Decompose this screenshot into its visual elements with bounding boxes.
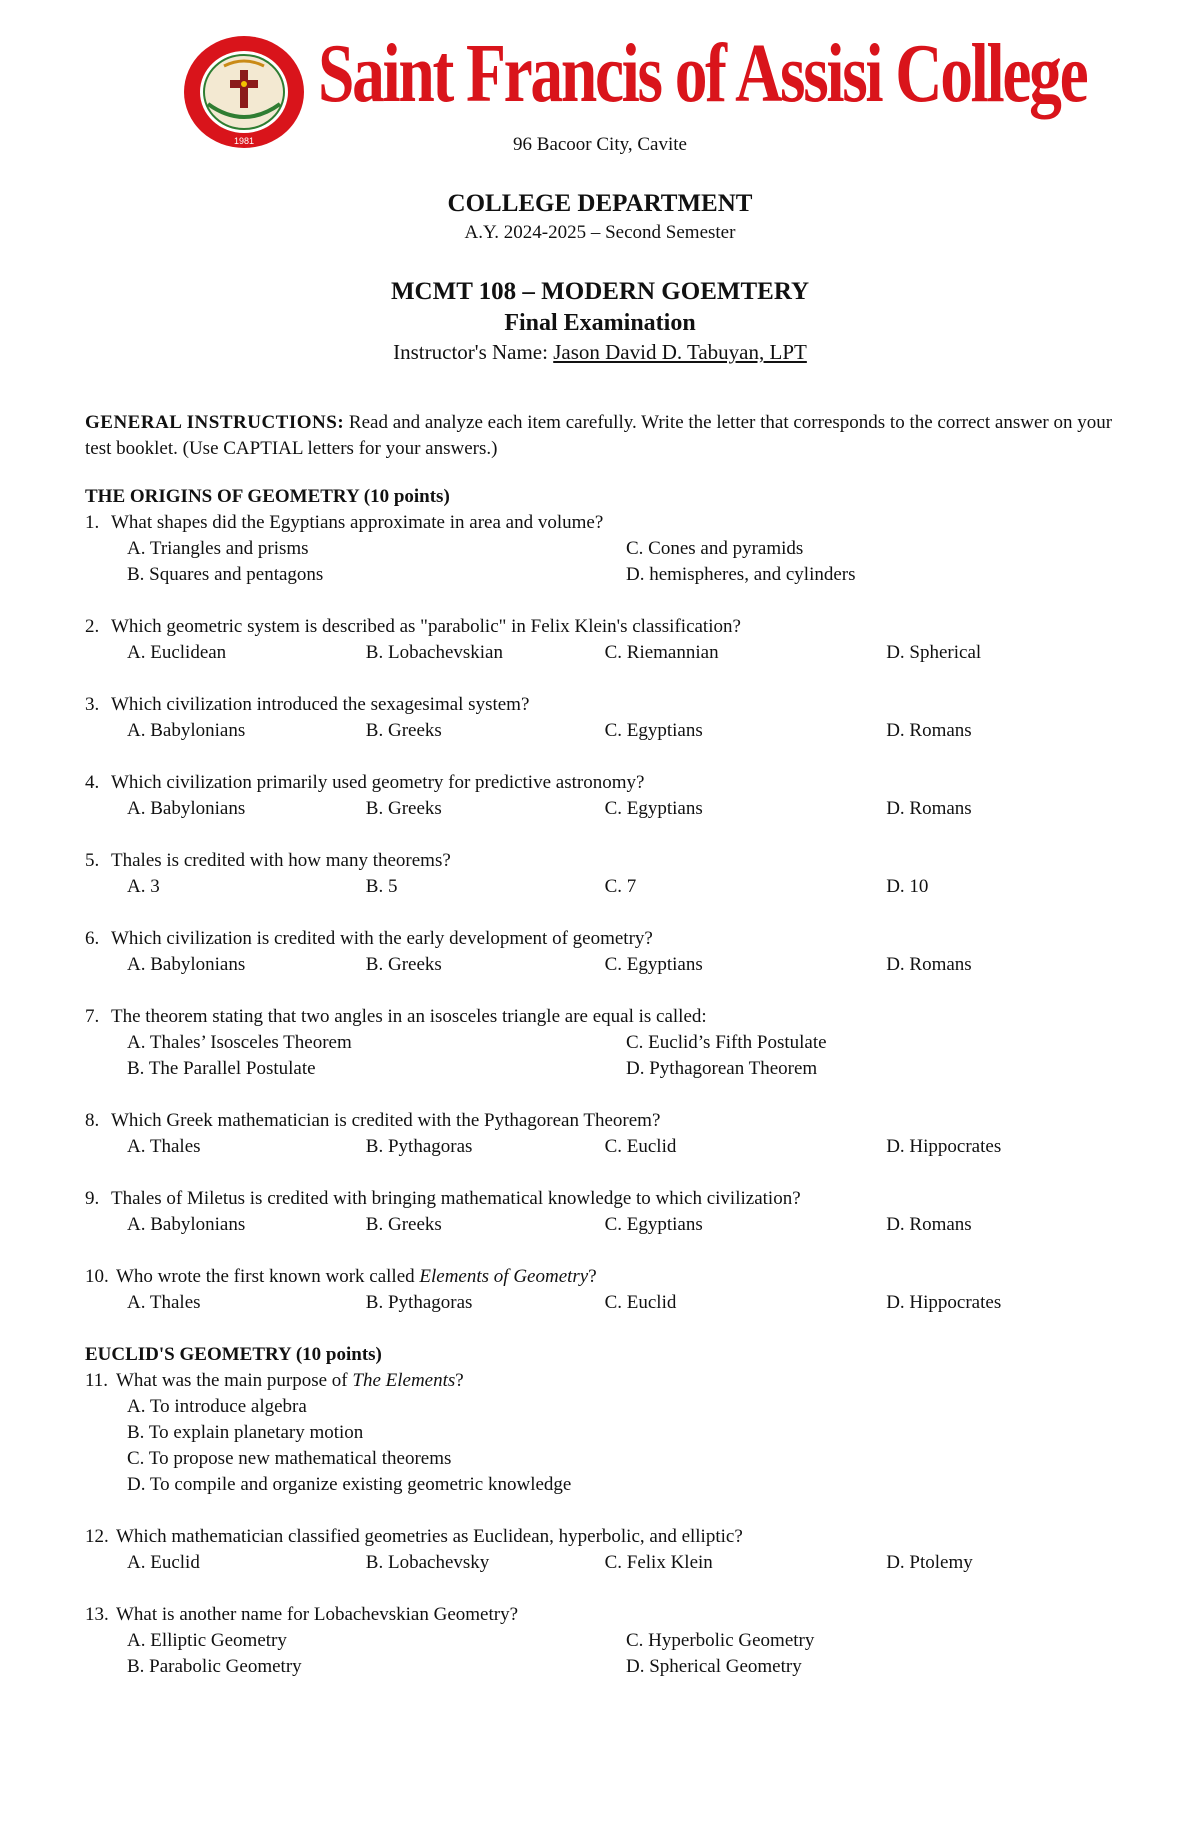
question-number: 12. xyxy=(85,1526,109,1547)
option-row xyxy=(127,952,1125,978)
question-number: 6. xyxy=(85,928,100,949)
question-text xyxy=(85,1602,1125,1628)
answer-option: A. Thales’ Isosceles Theorem xyxy=(127,1032,352,1053)
department-title: COLLEGE DEPARTMENT xyxy=(447,190,753,217)
answer-option: A. Triangles and prisms xyxy=(127,538,309,559)
question-item xyxy=(85,926,1125,978)
answer-option: A. Babylonians xyxy=(127,1214,246,1235)
answer-option: C. Egyptians xyxy=(604,954,703,975)
answer-option: A. Elliptic Geometry xyxy=(127,1630,287,1651)
answer-options xyxy=(127,1290,1125,1316)
question-sections xyxy=(85,484,1125,1680)
question-number: 10. xyxy=(85,1266,109,1287)
answer-option: D. Romans xyxy=(886,720,972,741)
question-text xyxy=(85,614,1125,640)
answer-option: C. 7 xyxy=(604,876,637,897)
section-title: EUCLID'S GEOMETRY (10 points) xyxy=(85,1344,382,1365)
question-item xyxy=(85,848,1125,900)
answer-option: D. 10 xyxy=(886,876,929,897)
answer-options xyxy=(127,1134,1125,1160)
course-title: MCMT 108 – MODERN GOEMTERY xyxy=(390,278,810,305)
question-stem-italic: The Elements xyxy=(352,1370,456,1391)
answer-option: D. hemispheres, and cylinders xyxy=(626,564,856,585)
option-row xyxy=(127,562,1125,588)
answer-option: B. The Parallel Postulate xyxy=(127,1058,316,1079)
question-text xyxy=(85,770,1125,796)
answer-option: C. To propose new mathematical theorems xyxy=(127,1448,452,1469)
answer-option: B. Greeks xyxy=(365,954,442,975)
answer-option: B. 5 xyxy=(365,876,398,897)
question-stem: Which civilization primarily used geometry for predictive astronomy? xyxy=(111,772,645,793)
answer-options xyxy=(127,640,1125,666)
answer-option: A. Euclid xyxy=(127,1552,200,1573)
answer-options xyxy=(127,1212,1125,1238)
option-row xyxy=(127,1134,1125,1160)
option-row xyxy=(127,874,1125,900)
answer-option: B. Lobachevsky xyxy=(365,1552,490,1573)
answer-option: A. Babylonians xyxy=(127,954,246,975)
answer-options xyxy=(127,718,1125,744)
answer-options xyxy=(127,952,1125,978)
option-row xyxy=(127,1056,1125,1082)
option-row xyxy=(127,1550,1125,1576)
answer-option: D. To compile and organize existing geometric knowledge xyxy=(127,1474,572,1495)
instructor-line xyxy=(0,340,1200,365)
answer-option: D. Ptolemy xyxy=(886,1552,973,1573)
answer-option: A. Babylonians xyxy=(127,720,246,741)
option-row xyxy=(127,1290,1125,1316)
question-stem: Which civilization introduced the sexagesimal system? xyxy=(111,694,530,715)
answer-option: D. Romans xyxy=(886,1214,972,1235)
answer-option: D. Pythagorean Theorem xyxy=(626,1058,818,1079)
question-text xyxy=(85,1264,1125,1290)
answer-option: A. Babylonians xyxy=(127,798,246,819)
option-row xyxy=(127,718,1125,744)
question-number: 8. xyxy=(85,1110,100,1131)
answer-option: A. Thales xyxy=(127,1292,201,1313)
option-row xyxy=(127,1030,1125,1056)
question-stem-end: ? xyxy=(588,1266,597,1287)
question-item xyxy=(85,770,1125,822)
answer-option: B. To explain planetary motion xyxy=(127,1422,364,1443)
question-number: 1. xyxy=(85,512,100,533)
option-row xyxy=(127,1212,1125,1238)
answer-option: C. Egyptians xyxy=(604,1214,703,1235)
question-item xyxy=(85,1524,1125,1576)
question-text xyxy=(85,510,1125,536)
answer-options xyxy=(127,796,1125,822)
answer-options xyxy=(127,1628,1125,1680)
question-stem: Which mathematician classified geometries as Euclidean, hyperbolic, and elliptic? xyxy=(116,1526,743,1547)
answer-option: D. Hippocrates xyxy=(886,1292,1002,1313)
question-text xyxy=(85,692,1125,718)
question-number: 11. xyxy=(85,1370,109,1391)
answer-option: B. Lobachevskian xyxy=(365,642,503,663)
answer-option: B. Pythagoras xyxy=(365,1292,473,1313)
answer-option: D. Spherical xyxy=(886,642,982,663)
academic-year: A.Y. 2024-2025 – Second Semester xyxy=(464,222,736,243)
option-row xyxy=(127,796,1125,822)
answer-option: A. Thales xyxy=(127,1136,201,1157)
answer-option: C. Euclid xyxy=(604,1136,677,1157)
section-title: THE ORIGINS OF GEOMETRY (10 points) xyxy=(85,486,450,507)
option-row xyxy=(127,1654,1125,1680)
answer-option: A. Euclidean xyxy=(127,642,227,663)
instructions-text: Read and analyze each item carefully. Write the letter that corresponds to the correct answer on your test booklet. (Use CAPTIAL letters for your answers.) xyxy=(85,412,1113,459)
college-address: 96 Bacoor City, Cavite xyxy=(513,134,687,155)
question-number: 3. xyxy=(85,694,100,715)
option-row xyxy=(127,640,1125,666)
question-stem: Which civilization is credited with the early development of geometry? xyxy=(111,928,653,949)
instructor-label: Instructor's Name: xyxy=(393,340,554,364)
answer-option: C. Euclid xyxy=(604,1292,677,1313)
answer-option: B. Greeks xyxy=(365,720,442,741)
question-stem: Which geometric system is described as "parabolic" in Felix Klein's classification? xyxy=(111,616,741,637)
question-text xyxy=(85,1524,1125,1550)
answer-option: C. Hyperbolic Geometry xyxy=(626,1630,815,1651)
question-item xyxy=(85,614,1125,666)
answer-option: C. Egyptians xyxy=(604,720,703,741)
answer-option: C. Riemannian xyxy=(604,642,719,663)
question-text xyxy=(85,1004,1125,1030)
question-item xyxy=(85,1264,1125,1316)
answer-option: D. Romans xyxy=(886,954,972,975)
answer-option: C. Cones and pyramids xyxy=(626,538,804,559)
question-number: 4. xyxy=(85,772,100,793)
question-stem: The theorem stating that two angles in an isosceles triangle are equal is called: xyxy=(111,1006,707,1027)
answer-option: B. Pythagoras xyxy=(365,1136,473,1157)
answer-option: C. Euclid’s Fifth Postulate xyxy=(626,1032,827,1053)
question-stem-italic: Elements of Geometry xyxy=(419,1266,589,1287)
question-item xyxy=(85,1368,1125,1498)
answer-options xyxy=(127,1030,1125,1082)
option-row xyxy=(127,1628,1125,1654)
question-text xyxy=(85,926,1125,952)
exam-content xyxy=(85,410,1125,1706)
college-name: Saint Francis of Assisi College xyxy=(318,27,1087,120)
answer-option: B. Greeks xyxy=(365,1214,442,1235)
question-stem: Which Greek mathematician is credited with the Pythagorean Theorem? xyxy=(111,1110,661,1131)
question-text xyxy=(85,1108,1125,1134)
answer-option: D. Hippocrates xyxy=(886,1136,1002,1157)
seal-year: 1981 xyxy=(233,136,255,146)
question-stem: What is another name for Lobachevskian Geometry? xyxy=(116,1604,519,1625)
question-stem: What shapes did the Egyptians approximate in area and volume? xyxy=(111,512,604,533)
question-stem-end: ? xyxy=(455,1370,464,1391)
question-item xyxy=(85,510,1125,588)
answer-option: A. 3 xyxy=(127,876,160,897)
question-item xyxy=(85,1108,1125,1160)
question-text xyxy=(85,1186,1125,1212)
option-row xyxy=(127,536,1125,562)
question-number: 13. xyxy=(85,1604,109,1625)
answer-option: B. Parabolic Geometry xyxy=(127,1656,302,1677)
answer-option: A. To introduce algebra xyxy=(127,1396,307,1417)
answer-option: B. Squares and pentagons xyxy=(127,564,324,585)
question-item xyxy=(85,1602,1125,1680)
question-number: 7. xyxy=(85,1006,100,1027)
answer-options xyxy=(127,536,1125,588)
general-instructions xyxy=(85,410,1125,462)
question-item xyxy=(85,1004,1125,1082)
question-text xyxy=(85,1368,1125,1394)
answer-option: C. Egyptians xyxy=(604,798,703,819)
question-number: 5. xyxy=(85,850,100,871)
question-number: 2. xyxy=(85,616,100,637)
question-stem: Thales is credited with how many theorems? xyxy=(111,850,451,871)
question-text xyxy=(85,848,1125,874)
answer-options xyxy=(127,1394,1125,1498)
answer-option: D. Spherical Geometry xyxy=(626,1656,802,1677)
question-stem: What was the main purpose of xyxy=(116,1370,353,1391)
answer-option: B. Greeks xyxy=(365,798,442,819)
answer-option: D. Romans xyxy=(886,798,972,819)
question-stem: Thales of Miletus is credited with bringing mathematical knowledge to which civilization? xyxy=(111,1188,801,1209)
exam-title: Final Examination xyxy=(504,310,696,336)
answer-options xyxy=(127,1550,1125,1576)
question-stem: Who wrote the first known work called xyxy=(116,1266,420,1287)
question-number: 9. xyxy=(85,1188,100,1209)
instructions-label: GENERAL INSTRUCTIONS: xyxy=(85,412,345,433)
question-item xyxy=(85,692,1125,744)
document-header xyxy=(0,0,1200,160)
answer-option: C. Felix Klein xyxy=(604,1552,713,1573)
answer-options xyxy=(127,874,1125,900)
instructor-name: Jason David D. Tabuyan, LPT xyxy=(553,340,807,364)
question-item xyxy=(85,1186,1125,1238)
